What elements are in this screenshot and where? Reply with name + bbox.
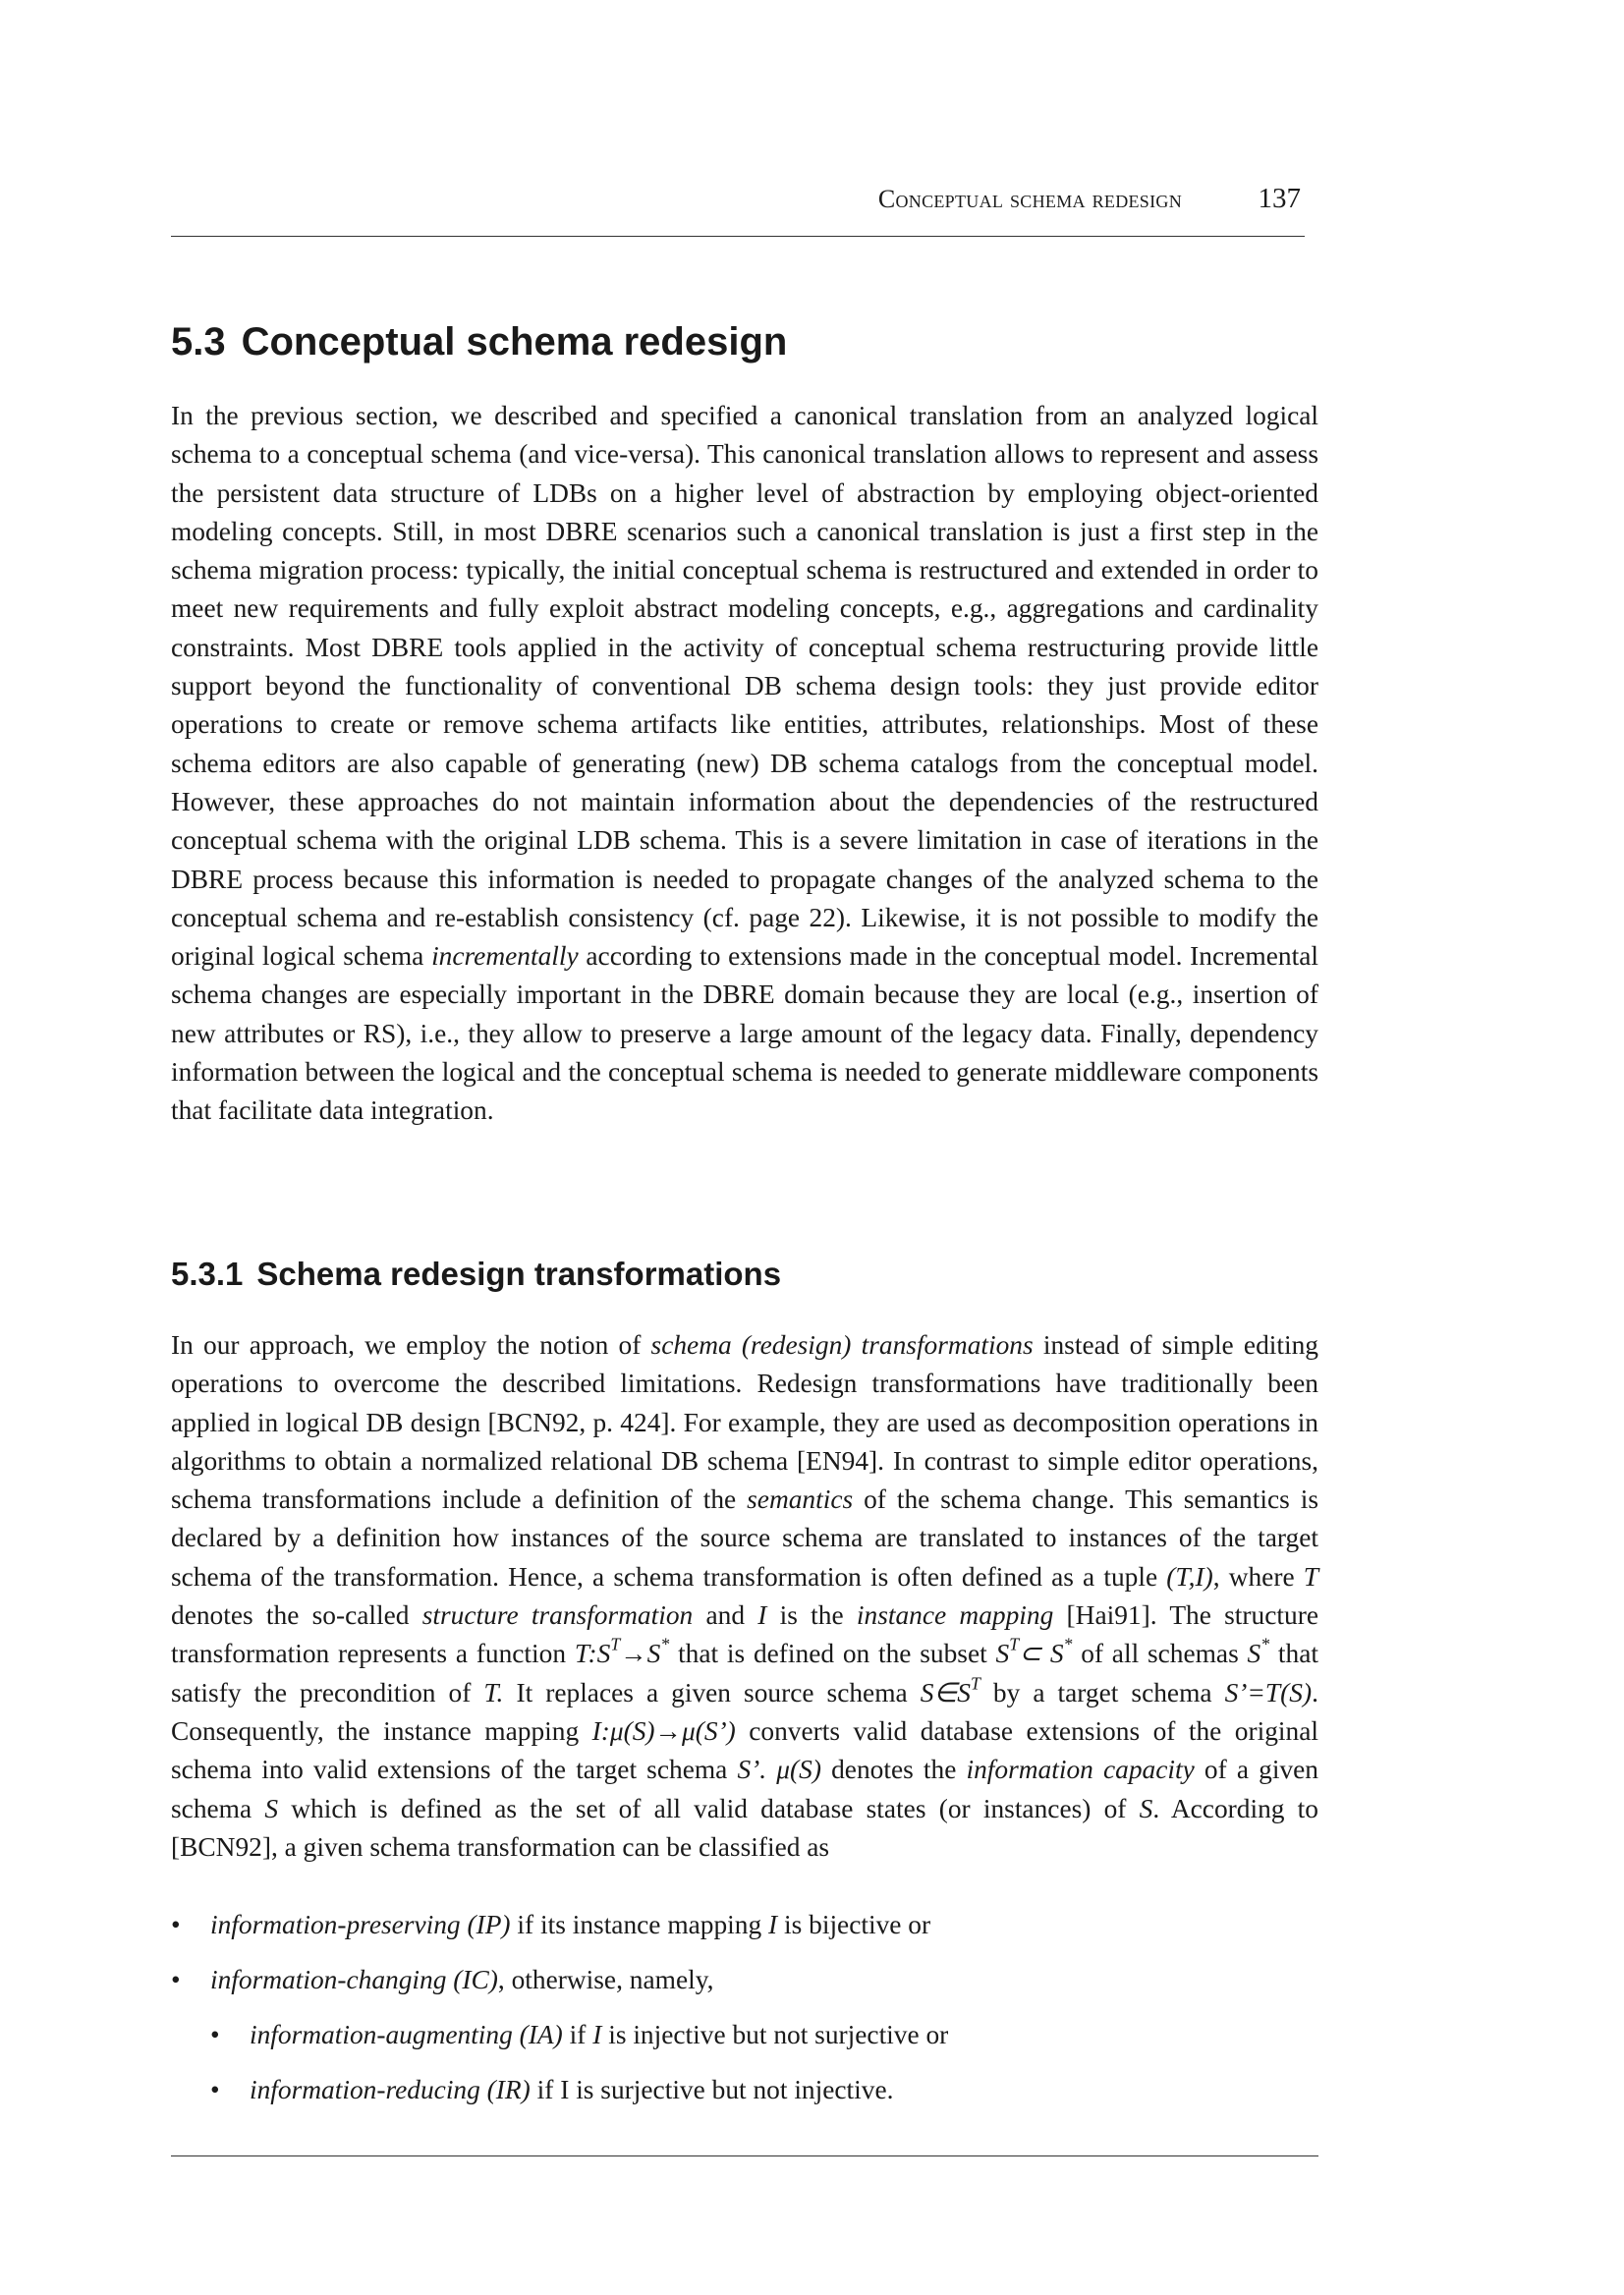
running-head	[171, 183, 1305, 237]
running-head-title: Conceptual schema redesign	[877, 185, 1182, 213]
formula-subset: $S^T\subset$ S*	[995, 1634, 1073, 1669]
subsection-title-text: Schema redesign transformations	[256, 1256, 782, 1292]
bullet-icon: •	[171, 1910, 181, 1939]
footer-rule	[171, 2155, 1318, 2156]
page-number: 137	[1258, 183, 1301, 214]
list-item: • information-preserving (IP) if its instance mapping I is bijective or	[171, 1910, 931, 1939]
section-heading	[171, 320, 787, 364]
formula-source-schema: $S\in S^T$	[920, 1673, 980, 1707]
bullet-icon: •	[210, 2020, 220, 2049]
subsection-number: 5.3.1	[171, 1256, 244, 1292]
list-item: • information-changing (IC), otherwise, namely,	[171, 1965, 714, 1994]
bullet-icon: •	[171, 1965, 181, 1994]
subsection-heading	[171, 1256, 781, 1293]
bullet-icon: •	[210, 2075, 220, 2104]
section-title-text: Conceptual schema redesign	[241, 320, 788, 364]
intro-paragraph: In the previous section, we described and specified a canonical translation from an analyzed logical schema to a conceptual schema (and vice-versa). This canonical translation allows to represent and assess the persistent data structure of LDBs on a higher level of abstraction by employing object-oriented modeling concepts. Still, in most DBRE scenarios such a canonical translation is just a first step in the schema migration process: typically, the initial conceptual schema is restructured and extended in order to meet new requirements and fully exploit abstract modeling concepts, e.g., aggregations and cardinality constraints. Most DBRE tools applied in the activity of conceptual schema restructuring provide little support beyond the functionality of conventional DB schema design tools: they just provide editor operations to create or remove schema artifacts like entities, attributes, relationships. Most of these schema editors are also capable of generating (new) DB schema catalogs from the conceptual model. However, these approaches do not maintain information about the dependencies of the restructured conceptual schema with the original LDB schema. This is a severe limitation in case of iterations in the DBRE process because this information is needed to propagate changes of the analyzed schema to the conceptual schema and re-establish consistency (cf. page 22). Likewise, it is not possible to modify the original logical schema incrementally according to extensions made in the conceptual model. Incremental schema changes are especially important in the DBRE domain because they are local (e.g., insertion of new attributes or RS), i.e., they allow to preserve a large amount of the legacy data. Finally, dependency information between the logical and the conceptual schema is needed to generate middleware components that facilitate data integration.	[171, 401, 1318, 1126]
formula-structure-transformation: $T:S^T\to S^*$	[574, 1634, 670, 1669]
list-item: • information-reducing (IR) if I is surjective but not injective.	[210, 2075, 894, 2104]
section-number: 5.3	[171, 320, 226, 364]
list-item: • information-augmenting (IA) if I is injective but not surjective or	[210, 2020, 949, 2049]
formula-all-schemas: S*	[1247, 1634, 1270, 1669]
transformations-paragraph: In our approach, we employ the notion of schema (redesign) transformations instead of simple editing operations to overcome the described limitations. Redesign transformations have traditionally been applied in logical DB design [BCN92, p. 424]. For example, they are used as decomposition operations in algorithms to obtain a normalized relational DB schema [EN94]. In contrast to simple editor operations, schema transformations include a definition of the semantics of the schema change. This semantics is declared by a definition how instances of the source schema are translated to instances of the target schema of the transformation. Hence, a schema transformation is often defined as a tuple (T,I), where T denotes the so-called structure transformation and I is the instance mapping [Hai91]. The structure transformation represents a function $T:S^T\to S^*$ that is defined on the subset $S^T\subset$ S* of all schemas S* that satisfy the precondition of T. It replaces a given source schema $S\in S^T$ by a target schema S’=T(S). Consequently, the instance mapping I:μ(S)→μ(S’) converts valid database extensions of the original schema into valid extensions of the target schema S’. μ(S) denotes the information capacity of a given schema S which is defined as the set of all valid database states (or instances) of S. According to [BCN92], a given schema transformation can be classified as	[171, 1330, 1319, 1862]
